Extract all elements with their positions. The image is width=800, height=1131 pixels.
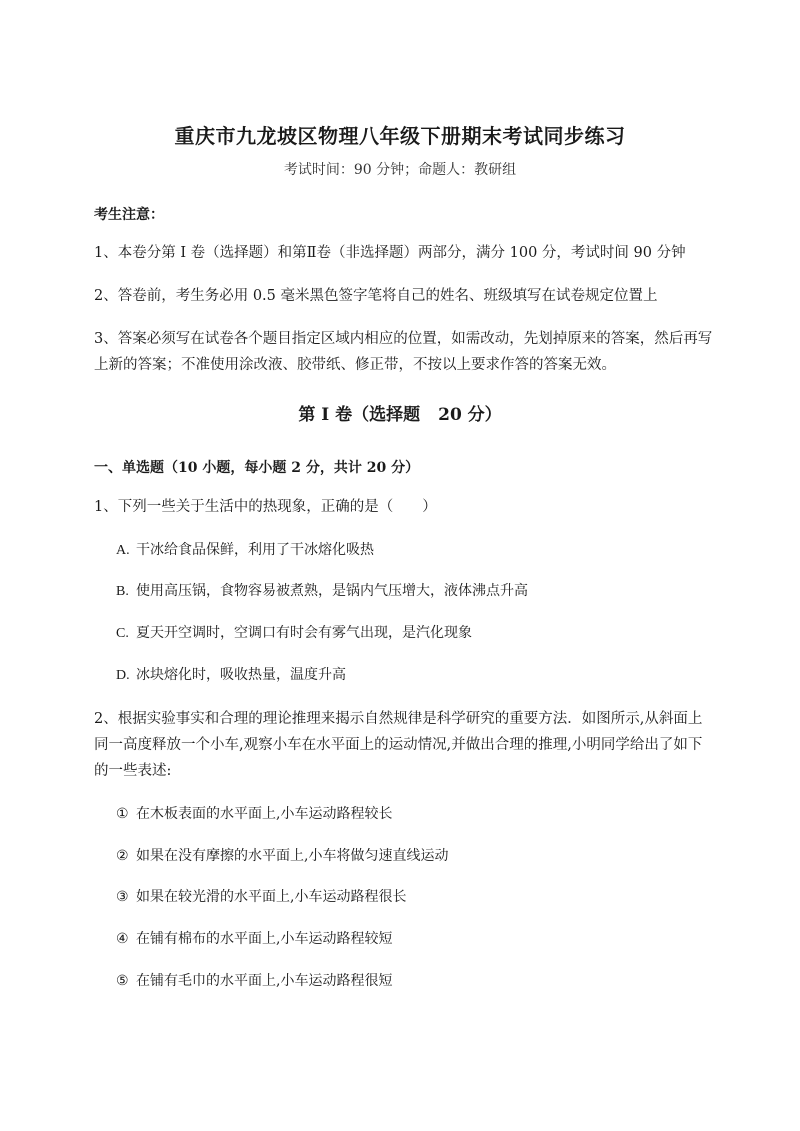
statement-text: 如果在较光滑的水平面上,小车运动路程很长: [136, 889, 407, 905]
question-2-statement-1: [116, 803, 392, 825]
notice-item-1: 1、本卷分第 I 卷（选择题）和第Ⅱ卷（非选择题）两部分，满分 100 分，考试时间 90 分钟: [94, 245, 686, 261]
question-1-option-b: [116, 580, 528, 603]
statement-number: ④: [116, 931, 129, 947]
question-1-option-a: [116, 539, 374, 562]
question-2-statement-5: [116, 970, 392, 992]
section-score: 20 分）: [438, 405, 502, 425]
statement-text: 在铺有毛巾的水平面上,小车运动路程很短: [136, 973, 393, 989]
option-text: 干冰给食品保鲜，利用了干冰熔化吸热: [136, 542, 374, 558]
question-1-stem: 1、下列一些关于生活中的热现象，正确的是（ ）: [94, 499, 437, 515]
exam-info: 考试时间：90 分钟；命题人：教研组: [283, 162, 517, 178]
option-text: 使用高压锅，食物容易被煮熟，是锅内气压增大，液体沸点升高: [136, 583, 528, 599]
statement-text: 在木板表面的水平面上,小车运动路程较长: [136, 806, 393, 822]
notice-item-3: 3、答案必须写在试卷各个题目指定区域内相应的位置，如需改动，先划掉原来的答案，然后再写上新的答案；不准使用涂改液、胶带纸、修正带，不按以上要求作答的答案无效。: [94, 331, 713, 373]
question-2-statement-4: [116, 928, 392, 950]
section-title: [0, 400, 800, 425]
statement-number: ②: [116, 848, 129, 864]
option-text: 冰块熔化时，吸收热量，温度升高: [136, 667, 346, 683]
question-2-statement-3: [116, 886, 406, 908]
statement-number: ①: [116, 806, 129, 822]
option-letter: C.: [116, 626, 129, 641]
question-1-option-c: [116, 622, 472, 645]
question-2-statement-2: [116, 845, 448, 867]
option-letter: B.: [116, 584, 129, 599]
question-group-heading: 一、单选题（10 小题，每小题 2 分，共计 20 分）: [94, 460, 420, 476]
notice-heading: 考生注意：: [94, 207, 164, 223]
question-1-option-d: [116, 664, 346, 687]
option-letter: A.: [116, 543, 130, 558]
option-text: 夏天开空调时，空调口有时会有雾气出现，是汽化现象: [136, 625, 472, 641]
page-title: 重庆市九龙坡区物理八年级下册期末考试同步练习: [174, 124, 626, 148]
statement-text: 如果在没有摩擦的水平面上,小车将做匀速直线运动: [136, 848, 449, 864]
statement-number: ③: [116, 889, 129, 905]
notice-item-2: 2、答卷前，考生务必用 0.5 毫米黑色签字笔将自己的姓名、班级填写在试卷规定位置上: [94, 288, 658, 304]
option-letter: D.: [116, 668, 130, 683]
section-title-label: 第 I 卷（选择题: [298, 405, 421, 425]
statement-number: ⑤: [116, 973, 129, 989]
question-2-stem: 2、根据实验事实和合理的理论推理来揭示自然规律是科学研究的重要方法．如图所示,从斜面上同一高度释放一个小车,观察小车在水平面上的运动情况,并做出合理的推理,小明同学给出了如下的一些表述:: [94, 711, 703, 779]
statement-text: 在铺有棉布的水平面上,小车运动路程较短: [136, 931, 393, 947]
